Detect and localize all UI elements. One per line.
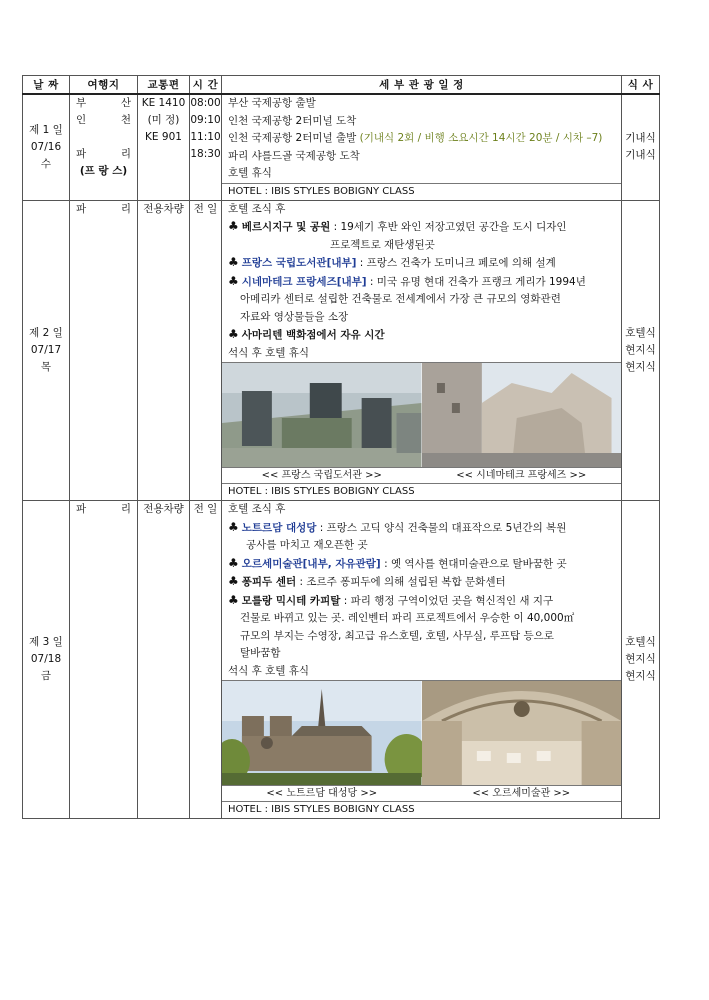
header-date: 날 짜: [23, 76, 70, 95]
meal: 현지식: [625, 670, 656, 682]
place-line: 인 천: [76, 114, 131, 126]
detail-line: 호텔 조식 후: [228, 503, 286, 515]
detail-line: 규모의 부지는 수영장, 최고급 유스호텔, 호텔, 사무실, 루프탑 등으로: [240, 629, 554, 642]
day-row-1: [23, 94, 660, 200]
hotel-line: HOTEL : IBIS STYLES BOBIGNY CLASS: [222, 183, 621, 200]
flight-number: KE 1410: [141, 97, 186, 109]
header-detail: 세 부 관 광 일 정: [222, 76, 622, 95]
detail-line: 호텔 휴식: [228, 167, 272, 179]
club-icon: ♣: [228, 574, 239, 588]
detail-line: 건물로 바뀌고 있는 곳. 레인벤터 파리 프로젝트에서 우승한 이 40,000㎡: [240, 612, 575, 624]
day2-date-cell: [23, 200, 70, 501]
detail-line: 자료와 영상물들을 소장: [240, 310, 349, 323]
time-value: 18:30: [190, 148, 221, 160]
detail-line: 탈바꿈함: [240, 647, 281, 659]
itinerary-item: ♣ 프랑스 국립도서관[내부] : 프랑스 건축가 도미니크 페로에 의해 설계: [228, 255, 556, 269]
header-transport: 교통편: [138, 76, 190, 95]
day3-detail-cell: [222, 501, 622, 819]
meal: 현지식: [625, 360, 656, 373]
itinerary-item: ♣ 베르시지구 및 공원 : 19세기 후반 와인 저장고였던 공간을 도시 디자인: [228, 219, 567, 233]
notre-dame-photo: [222, 681, 422, 785]
day-row-2: [23, 200, 660, 501]
detail-line: 인천 국제공항 2터미널 출발 (기내식 2회 / 비행 소요시간 14시간 20분 / 시차 –7): [228, 132, 603, 144]
hotel-line: HOTEL : IBIS STYLES BOBIGNY CLASS: [222, 483, 621, 500]
club-icon: ♣: [228, 555, 239, 570]
day1-time-cell: [190, 94, 222, 200]
header-row: [23, 76, 660, 95]
itinerary-table: [22, 75, 660, 819]
day-date: 07/18: [30, 653, 62, 665]
day1-transport-cell: [138, 94, 190, 200]
itinerary-item: ♣ 오르세미술관[내부, 자유관람] : 옛 역사를 현대미술관으로 탈바꿈한 곳: [228, 555, 567, 570]
time-value: 08:00: [190, 97, 221, 109]
itinerary-item: ♣ 사마리텐 백화점에서 자유 시간: [228, 327, 385, 341]
club-icon: ♣: [228, 327, 239, 341]
header-meal: 식 사: [622, 76, 660, 95]
place-line: 부 산: [76, 97, 131, 109]
itinerary-item: ♣ 노트르담 대성당 : 프랑스 고딕 양식 건축물의 대표작으로 5년간의 복원: [228, 519, 567, 534]
time-value: 09:10: [190, 114, 221, 126]
meal: 현지식: [625, 653, 656, 665]
flight-number: (미 정): [147, 114, 180, 126]
day-label: 제 2 일: [29, 326, 63, 339]
place-line: 파 리: [76, 503, 131, 515]
header-place: 여행지: [70, 76, 138, 95]
club-icon: ♣: [228, 273, 239, 288]
detail-line: 호텔 조식 후: [228, 202, 286, 215]
day1-meal-cell: [622, 94, 660, 200]
itinerary-item: ♣ 모를랑 믹시테 카피탈 : 파리 행정 구역이었던 곳을 혁신적인 새 지구: [228, 592, 554, 607]
photo-caption: << 시네마테크 프랑세즈 >>: [456, 470, 587, 481]
time-value: 11:10: [190, 131, 221, 143]
header-time: 시 간: [190, 76, 222, 95]
meal: 호텔식: [625, 326, 656, 339]
day2-detail-cell: [222, 200, 622, 501]
day3-meal-cell: [622, 501, 660, 819]
photo-caption: << 프랑스 국립도서관 >>: [261, 470, 382, 481]
detail-line: 프로젝트로 재탄생된곳: [330, 238, 435, 251]
meal: 기내식: [625, 132, 656, 145]
photo-caption: << 오르세미술관 >>: [472, 788, 571, 799]
photo-strip: [222, 680, 621, 785]
day2-meal-cell: [622, 200, 660, 501]
day3-transport-cell: 전용차량: [138, 501, 190, 819]
detail-line: 인천 국제공항 2터미널 도착: [228, 114, 357, 127]
photo-captions: [222, 467, 621, 483]
detail-line: 석식 후 호텔 휴식: [228, 346, 310, 359]
detail-line: 부산 국제공항 출발: [228, 97, 316, 109]
detail-line: 파리 샤를드골 국제공항 도착: [228, 149, 360, 162]
day-weekday: 수: [40, 157, 52, 170]
photo-strip: [222, 362, 621, 467]
detail-line: 공사를 마치고 재오픈한 곳: [246, 539, 368, 551]
photo-captions: [222, 785, 621, 801]
meal: 기내식: [625, 149, 656, 162]
day1-detail-cell: [222, 94, 622, 200]
day-row-3: [23, 501, 660, 819]
place-line: [70, 129, 137, 146]
day2-place-cell: [70, 200, 138, 501]
day-label: 제 1 일: [29, 123, 63, 136]
day-weekday: 목: [40, 360, 52, 373]
itinerary-item: ♣ 시네마테크 프랑세즈[내부] : 미국 유명 현대 건축가 프랭크 게리가 1994년: [228, 273, 586, 288]
day3-date-cell: [23, 501, 70, 819]
photo-caption: << 노트르담 대성당 >>: [266, 788, 378, 799]
club-icon: ♣: [228, 255, 239, 269]
day-weekday: 금: [40, 670, 52, 682]
club-icon: ♣: [228, 219, 239, 233]
country-label: (프 랑 스): [79, 165, 128, 177]
day1-date-cell: [23, 94, 70, 200]
meal: 현지식: [625, 343, 656, 356]
day3-place-cell: [70, 501, 138, 819]
place-line: 파 리: [76, 202, 131, 215]
day2-transport-cell: 전용차량: [138, 200, 190, 501]
day-date: 07/16: [30, 140, 62, 153]
flight-number: KE 901: [145, 131, 182, 143]
hotel-line: HOTEL : IBIS STYLES BOBIGNY CLASS: [222, 801, 621, 818]
flight-note: (기내식 2회 / 비행 소요시간 14시간 20분 / 시차 –7): [359, 132, 603, 144]
day3-time-cell: 전 일: [190, 501, 222, 819]
detail-line: 석식 후 호텔 휴식: [228, 664, 310, 677]
cinematheque-photo: [422, 363, 622, 467]
day-label: 제 3 일: [29, 636, 63, 648]
day2-time-cell: 전 일: [190, 200, 222, 501]
place-line: 파 리: [76, 148, 131, 160]
day-date: 07/17: [30, 343, 62, 356]
club-icon: ♣: [228, 592, 239, 607]
detail-line: 아메리카 센터로 설립한 건축물로 전세계에서 가장 큰 규모의 영화관련: [240, 293, 561, 305]
club-icon: ♣: [228, 519, 239, 534]
itinerary-item: ♣ 퐁피두 센터 : 조르주 퐁피두에 의해 설립된 복합 문화센터: [228, 574, 506, 588]
day1-place-cell: [70, 94, 138, 200]
orsay-photo: [422, 681, 622, 785]
meal: 호텔식: [625, 636, 656, 648]
library-photo: [222, 363, 422, 467]
